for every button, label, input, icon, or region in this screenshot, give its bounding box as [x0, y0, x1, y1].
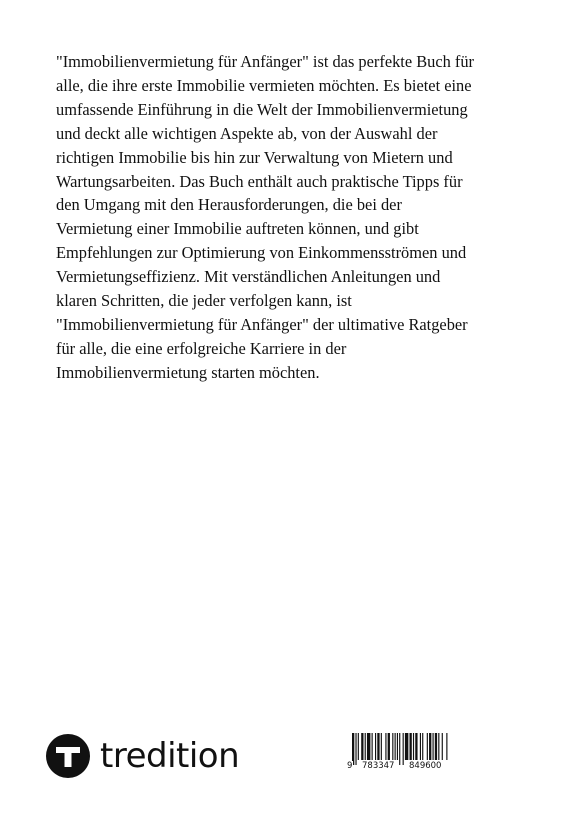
blurb-line: Vermietungseffizienz. Mit verständlichen Anleitungen und	[56, 267, 441, 287]
barcode-bar	[381, 733, 382, 760]
blurb-line: "Immobilienvermietung für Anfänger" der ultimative Ratgeber	[56, 314, 468, 334]
publisher-name: tredition	[100, 736, 240, 776]
barcode-bar	[392, 733, 393, 760]
back-cover-blurb	[56, 50, 526, 385]
barcode-digit-first: 9	[347, 761, 353, 771]
barcode-digits-right: 849600	[409, 761, 442, 771]
blurb-line: "Immobilienvermietung für Anfänger" ist das perfekte Buch für	[56, 52, 475, 71]
barcode-bar	[358, 733, 359, 760]
barcode-bar	[415, 733, 417, 760]
barcode-bar	[395, 733, 396, 760]
barcode-bar	[427, 733, 428, 760]
barcode-bar	[405, 733, 408, 760]
barcode-bar	[433, 733, 434, 760]
barcode-bar	[438, 733, 439, 760]
barcode-bar	[377, 733, 379, 760]
barcode-bar	[361, 733, 363, 760]
barcode-bar	[365, 733, 366, 760]
barcode-bar	[397, 733, 398, 760]
barcode-bar	[442, 733, 443, 760]
isbn-barcode	[346, 733, 450, 773]
blurb-line: Empfehlungen zur Optimierung von Einkommensströmen und	[56, 243, 467, 263]
blurb-line: Immobilienvermietung starten möchten.	[56, 362, 320, 382]
tredition-logo-icon	[46, 734, 90, 778]
blurb-line: für alle, die eine erfolgreiche Karriere in der	[56, 338, 347, 358]
barcode-bar	[429, 733, 431, 760]
blurb-line: umfassende Einführung in die Welt der Immobilienvermietung	[56, 99, 468, 119]
barcode-bar	[410, 733, 412, 760]
blurb-line: Wartungsarbeiten. Das Buch enthält auch praktische Tipps für	[56, 171, 463, 191]
publisher-logo	[46, 734, 239, 778]
barcode-bar	[388, 733, 390, 760]
barcode-bar	[422, 733, 423, 760]
barcode-bar	[372, 733, 373, 760]
barcode-bar	[413, 733, 414, 760]
blurb-line: richtigen Immobilie bis hin zur Verwaltung von Mietern und	[56, 147, 453, 167]
blurb-line: Vermietung einer Immobilie auftreten können, und gibt	[56, 219, 419, 239]
blurb-line: alle, die ihre erste Immobilie vermieten möchten. Es bietet eine	[56, 75, 472, 95]
barcode-bar	[446, 733, 447, 760]
blurb-line: und deckt alle wichtigen Aspekte ab, von der Auswahl der	[56, 123, 438, 143]
barcode-bar	[385, 733, 386, 760]
blurb-line: klaren Schritten, die jeder verfolgen kann, ist	[56, 291, 352, 311]
barcode-bar	[435, 733, 437, 760]
blurb-line: den Umgang mit den Herausforderungen, die bei der	[56, 195, 402, 215]
barcode-bar	[420, 733, 421, 760]
barcode-digits-left: 783347	[362, 761, 395, 771]
barcode-bar	[367, 733, 370, 760]
barcode-bar	[375, 733, 376, 760]
